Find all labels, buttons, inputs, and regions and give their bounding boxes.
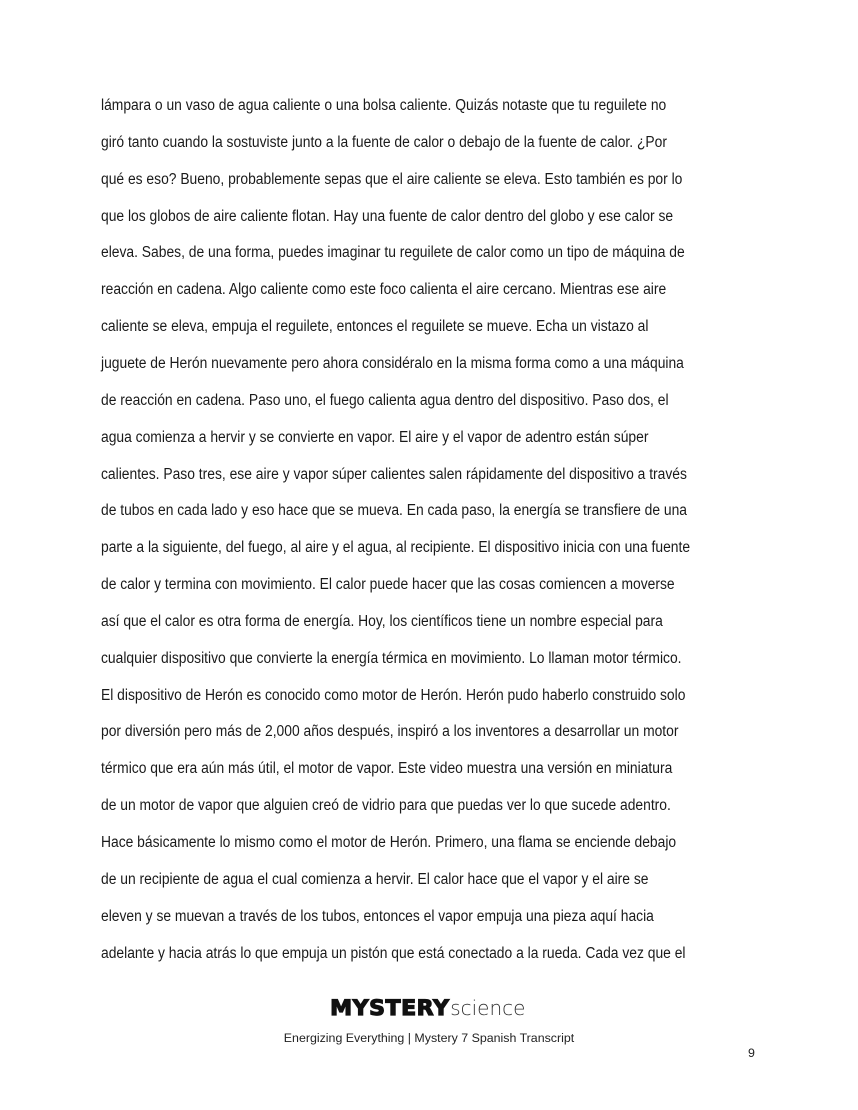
transcript-line: eleva. Sabes, de una forma, puedes imaginar tu reguilete de calor como un tipo de máquina de — [101, 244, 685, 262]
transcript-line: eleven y se muevan a través de los tubos, entonces el vapor empuja una pieza aquí hacia — [101, 907, 654, 925]
transcript-line: calientes. Paso tres, ese aire y vapor súper calientes salen rápidamente del dispositivo a través — [101, 465, 687, 483]
transcript-line: de reacción en cadena. Paso uno, el fuego calienta agua dentro del dispositivo. Paso dos, el — [101, 391, 669, 409]
transcript-line: El dispositivo de Herón es conocido como motor de Herón. Herón pudo haberlo construido solo — [101, 686, 686, 704]
transcript-line: térmico que era aún más útil, el motor de vapor. Este video muestra una versión en miniatura — [101, 760, 673, 778]
transcript-line: agua comienza a hervir y se convierte en vapor. El aire y el vapor de adentro están súper — [101, 428, 649, 446]
logo-mystery-text: MYSTERY — [329, 996, 450, 1020]
transcript-line: por diversión pero más de 2,000 años después, inspiró a los inventores a desarrollar un motor — [101, 723, 679, 741]
transcript-line: de un motor de vapor que alguien creó de vidrio para que puedas ver lo que sucede adentro. — [101, 797, 671, 815]
transcript-line: qué es eso? Bueno, probablemente sepas que el aire caliente se eleva. Esto también es por lo — [101, 170, 683, 188]
transcript-line: parte a la siguiente, del fuego, al aire y el agua, al recipiente. El dispositivo inicia con una fuente — [101, 539, 691, 557]
transcript-line: adelante y hacia atrás lo que empuja un pistón que está conectado a la rueda. Cada vez que el — [101, 944, 686, 962]
transcript-line: lámpara o un vaso de agua caliente o una bolsa caliente. Quizás notaste que tu reguilete no — [101, 97, 667, 114]
transcript-line: de calor y termina con movimiento. El calor puede hacer que las cosas comiencen a moverse — [101, 576, 675, 594]
transcript-line: que los globos de aire caliente flotan. Hay una fuente de calor dentro del globo y ese calor se — [101, 207, 674, 225]
logo-science-text: science — [450, 996, 526, 1020]
transcript-line: juguete de Herón nuevamente pero ahora considéralo en la misma forma como a una máquina — [101, 354, 684, 372]
page-number: 9 — [748, 1046, 755, 1060]
transcript-line: cualquier dispositivo que convierte la energía térmica en movimiento. Lo llaman motor térmico. — [101, 649, 682, 667]
mystery-science-logo — [0, 996, 858, 1022]
transcript-line: de tubos en cada lado y eso hace que se mueva. En cada paso, la energía se transfiere de una — [101, 502, 688, 520]
transcript-line: giró tanto cuando la sostuviste junto a la fuente de calor o debajo de la fuente de calor. ¿Por — [101, 133, 667, 151]
transcript-line: Hace básicamente lo mismo como el motor de Herón. Primero, una flama se enciende debajo — [101, 834, 677, 851]
transcript-line: caliente se eleva, empuja el reguilete, entonces el reguilete se mueve. Echa un vistazo al — [101, 318, 649, 336]
transcript-line: de un recipiente de agua el cual comienza a hervir. El calor hace que el vapor y el aire se — [101, 870, 649, 888]
footer-caption: Energizing Everything | Mystery 7 Spanish Transcript — [283, 1031, 575, 1045]
transcript-line: reacción en cadena. Algo caliente como este foco calienta el aire cercano. Mientras ese aire — [101, 281, 667, 299]
transcript-line: así que el calor es otra forma de energía. Hoy, los científicos tiene un nombre especial para — [101, 612, 663, 630]
